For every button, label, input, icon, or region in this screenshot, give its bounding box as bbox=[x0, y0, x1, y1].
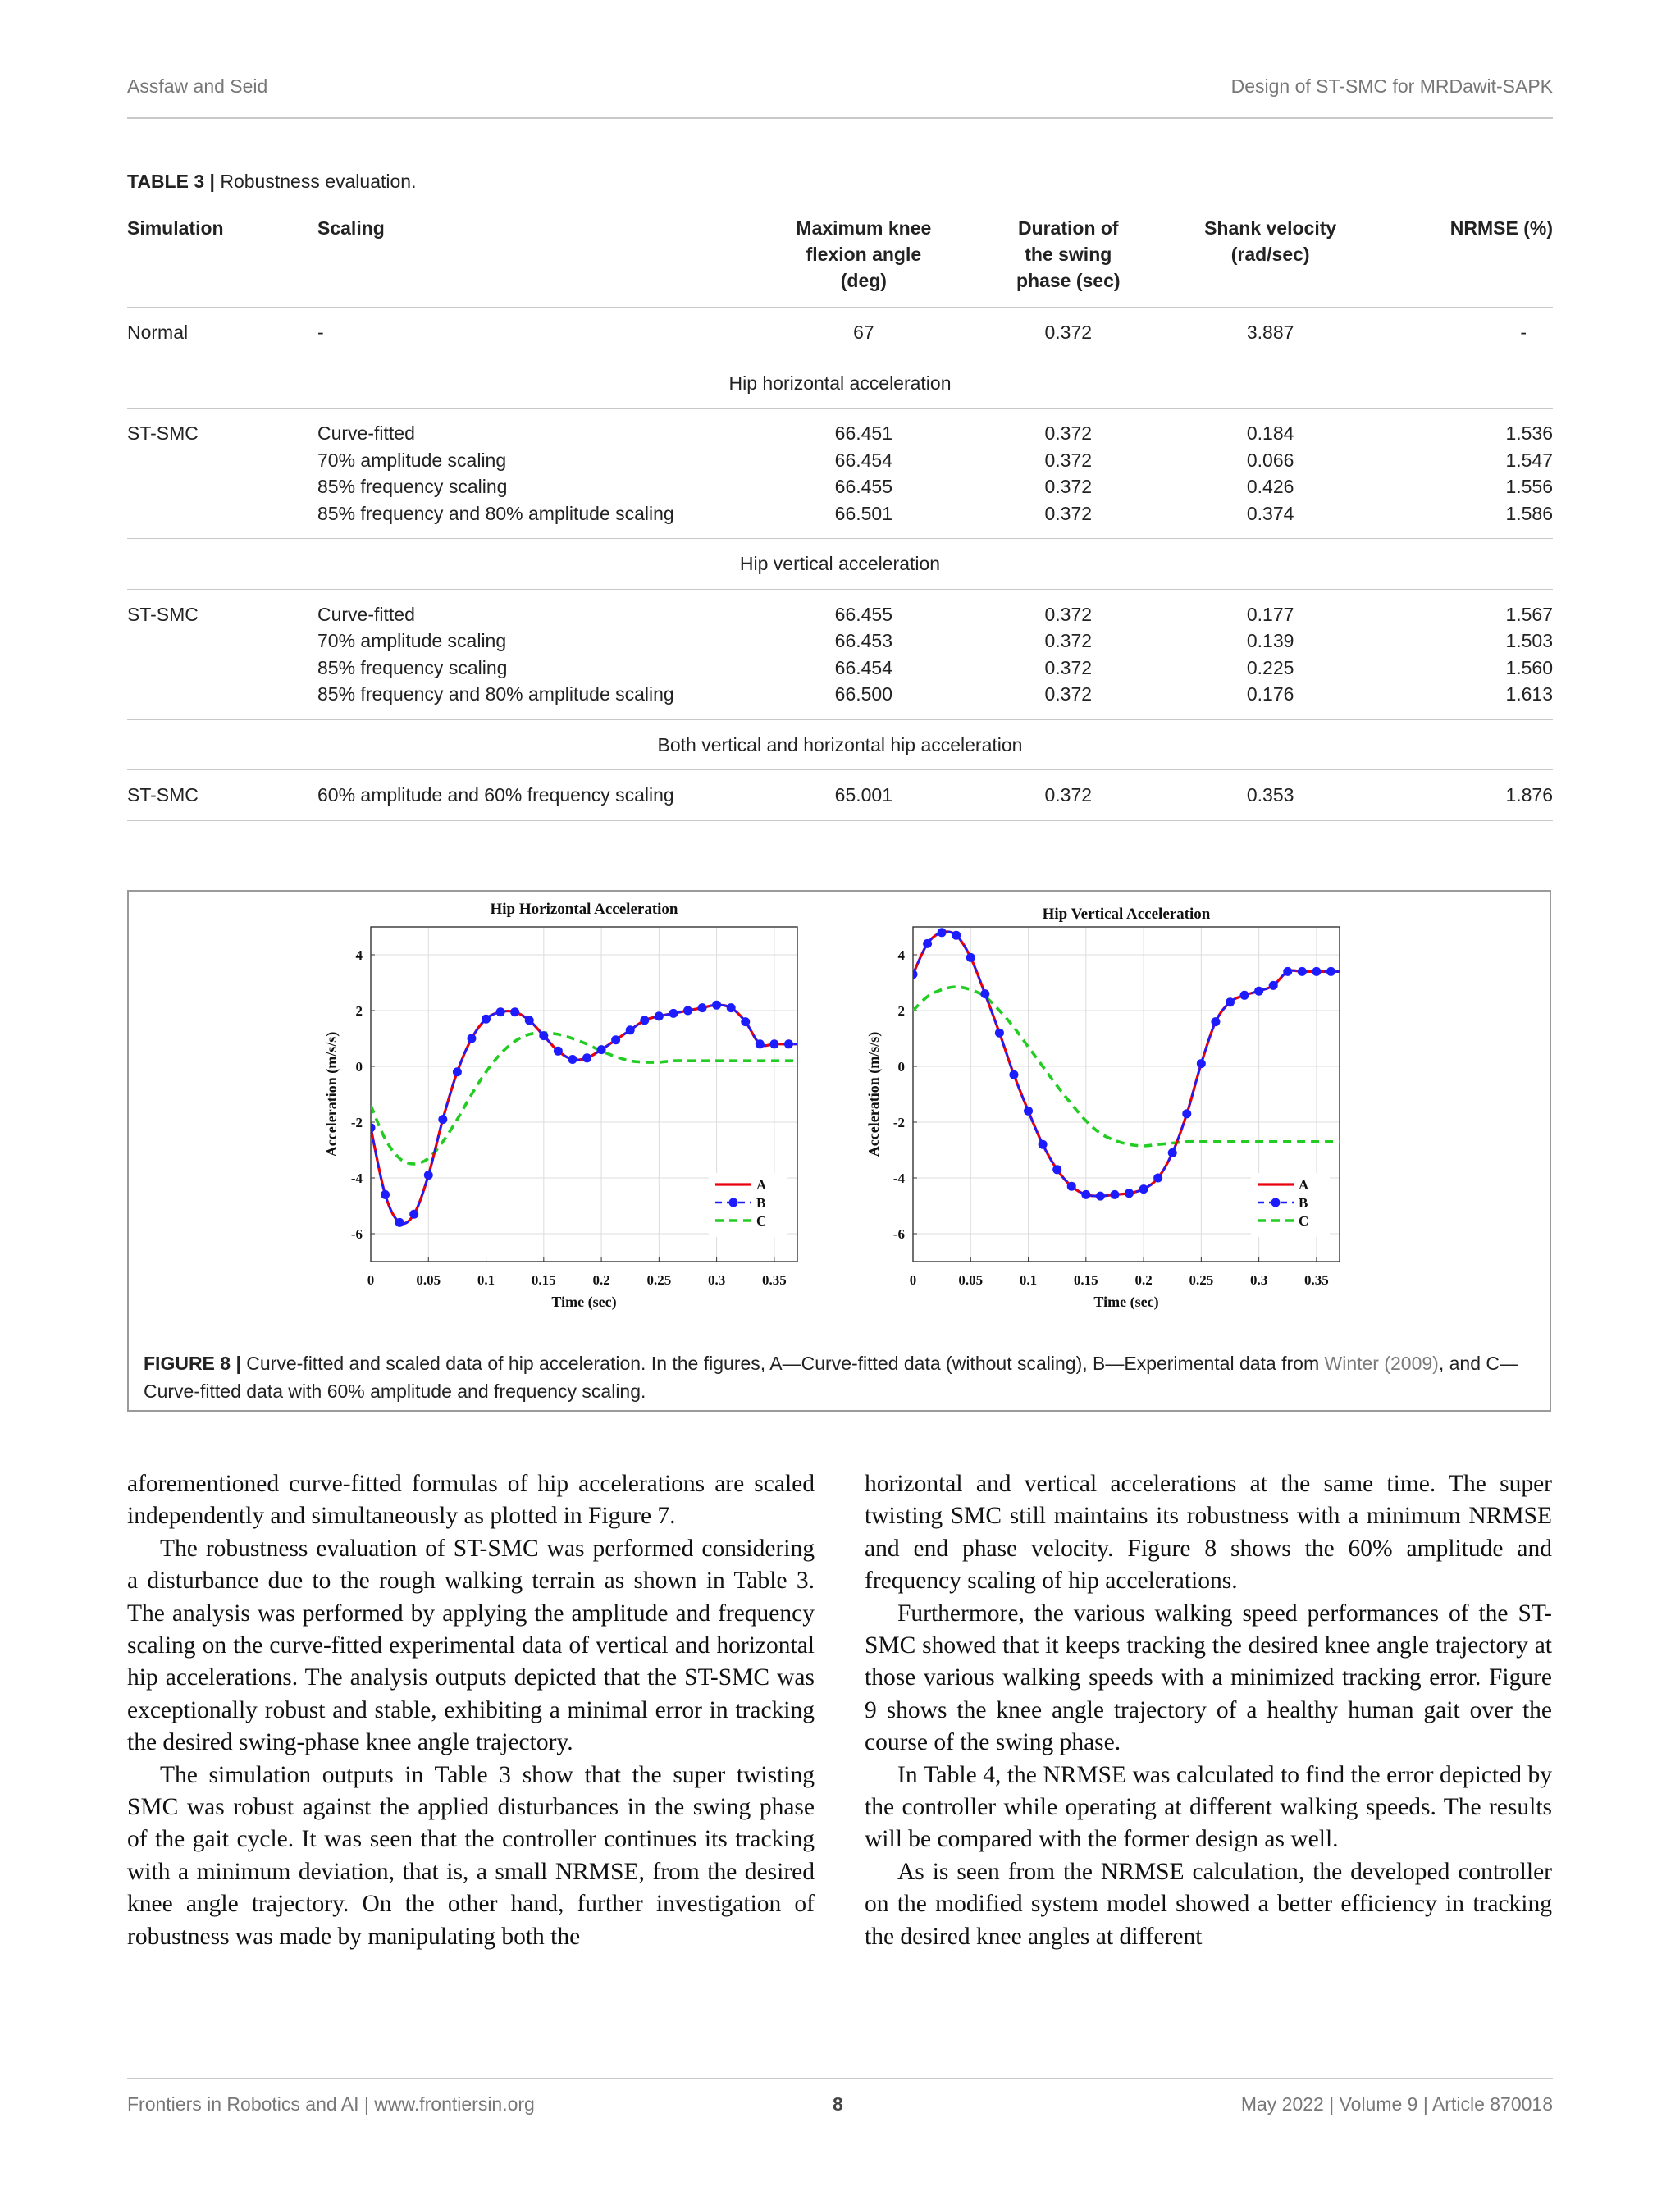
y-tick-label: -4 bbox=[350, 1171, 363, 1186]
cell: 1.503 bbox=[1505, 630, 1553, 651]
cell: 1.556 bbox=[1505, 476, 1553, 497]
cell: ST-SMC bbox=[127, 603, 199, 625]
footer-rule bbox=[127, 2078, 1553, 2079]
col-max-knee-l2: flexion angle bbox=[806, 244, 922, 265]
col-scaling: Scaling bbox=[313, 212, 749, 308]
paragraph: aforementioned curve-fitted formulas of hip accelerations are scaled independently and simultaneously as plotted in Figure 7. bbox=[127, 1471, 815, 1530]
legend-marker-B bbox=[1271, 1198, 1281, 1207]
figure-8-charts bbox=[295, 894, 1395, 1321]
series-point-B bbox=[496, 1007, 505, 1016]
cell: 3.887 bbox=[1158, 308, 1383, 358]
cell: 1.547 bbox=[1505, 449, 1553, 471]
section-title-hip-horizontal: Hip horizontal acceleration bbox=[127, 358, 1553, 409]
x-tick-label: 0 bbox=[909, 1272, 917, 1288]
body-column-right bbox=[865, 1468, 1552, 1953]
x-tick-label: 0.25 bbox=[1189, 1272, 1214, 1288]
series-point-B bbox=[482, 1015, 491, 1024]
cell: 0.066 bbox=[1246, 449, 1294, 471]
series-point-B bbox=[597, 1045, 606, 1054]
legend-label-B: B bbox=[1299, 1195, 1308, 1211]
footer-journal: Frontiers in Robotics and AI | www.frontiersin.org bbox=[127, 2093, 535, 2115]
body-column-left bbox=[127, 1468, 815, 1953]
series-point-B bbox=[909, 970, 918, 979]
series-point-B bbox=[611, 1035, 620, 1044]
series-point-B bbox=[1226, 997, 1235, 1006]
series-point-B bbox=[409, 1210, 418, 1219]
section-title-both: Both vertical and horizontal hip acceleration bbox=[127, 719, 1553, 770]
legend-label-C: C bbox=[756, 1213, 767, 1229]
cell: ST-SMC bbox=[127, 422, 199, 444]
series-point-B bbox=[1283, 967, 1292, 976]
x-axis-label: Time (sec) bbox=[1093, 1294, 1159, 1310]
series-point-B bbox=[626, 1025, 635, 1034]
table-section-row bbox=[127, 539, 1553, 590]
cell: - bbox=[1382, 308, 1553, 358]
cell: 0.372 bbox=[1044, 476, 1093, 497]
series-point-B bbox=[510, 1007, 519, 1016]
table-row bbox=[127, 473, 1553, 500]
series-point-B bbox=[980, 989, 989, 998]
table-header-row bbox=[127, 212, 1553, 308]
cell: 66.454 bbox=[834, 656, 893, 678]
chart-title: Hip Horizontal Acceleration bbox=[490, 901, 678, 918]
series-point-B bbox=[995, 1029, 1004, 1038]
series-point-B bbox=[1312, 967, 1321, 976]
series-point-B bbox=[568, 1055, 577, 1064]
paragraph: The robustness evaluation of ST-SMC was performed considering a disturbance due to the rough walking terrain as shown in Table 3. The analysis was performed by applying the amplitude and frequency scaling on the curve-fitted experimental data of vertical and horizontal hip accelerations. The analysis outputs depicted that the ST-SMC was exceptionally robust and stable, exhibiting a minimal error in tracking the desired swing-phase knee angle trajectory. bbox=[127, 1535, 815, 1756]
y-axis-label: Acceleration (m/s/s) bbox=[865, 1031, 882, 1157]
legend-marker-B bbox=[729, 1198, 738, 1207]
cell: 0.372 bbox=[979, 681, 1158, 719]
cell: 0.184 bbox=[1246, 422, 1294, 444]
series-point-B bbox=[1153, 1174, 1162, 1183]
series-point-B bbox=[1081, 1190, 1090, 1199]
legend-box bbox=[1251, 1173, 1330, 1237]
running-header-authors: Assfaw and Seid bbox=[127, 75, 268, 97]
cell: - bbox=[313, 308, 749, 358]
cell: 0.176 bbox=[1158, 681, 1383, 719]
series-point-B bbox=[1110, 1190, 1119, 1199]
y-tick-label: 0 bbox=[355, 1059, 363, 1075]
cell: 66.454 bbox=[834, 449, 893, 471]
legend-box bbox=[709, 1173, 788, 1237]
series-point-B bbox=[727, 1003, 736, 1012]
legend-label-A: A bbox=[756, 1177, 767, 1193]
citation-link[interactable]: Winter (2009) bbox=[1324, 1353, 1439, 1374]
cell: 0.372 bbox=[979, 770, 1158, 821]
y-tick-label: -2 bbox=[892, 1115, 905, 1130]
series-point-B bbox=[1254, 987, 1263, 996]
cell: 66.455 bbox=[834, 476, 893, 497]
series-point-B bbox=[582, 1053, 591, 1062]
figure-caption-text-end: , and C—Curve-fitted data with 60% amplitude and frequency scaling. bbox=[144, 1353, 1518, 1402]
x-tick-label: 0.2 bbox=[592, 1272, 610, 1288]
cell: 0.426 bbox=[1246, 476, 1294, 497]
col-max-knee bbox=[749, 212, 979, 308]
series-point-B bbox=[712, 1001, 721, 1010]
paragraph: As is seen from the NRMSE calculation, the developed controller on the modified system model showed a better efficiency in tracking the desired knee angles at different bbox=[865, 1858, 1552, 1950]
x-tick-label: 0.05 bbox=[416, 1272, 441, 1288]
x-tick-label: 0.05 bbox=[958, 1272, 984, 1288]
section-title-hip-vertical: Hip vertical acceleration bbox=[127, 539, 1553, 590]
col-duration-l2: the swing bbox=[1025, 244, 1112, 265]
series-point-B bbox=[1139, 1184, 1148, 1194]
col-max-knee-l3: (deg) bbox=[840, 270, 887, 291]
series-point-B bbox=[453, 1067, 462, 1076]
y-tick-label: 4 bbox=[897, 947, 905, 963]
y-tick-label: 2 bbox=[897, 1003, 905, 1019]
cell: 0.225 bbox=[1246, 656, 1294, 678]
table-label: TABLE 3 | bbox=[127, 171, 215, 192]
cell: 0.372 bbox=[979, 500, 1158, 539]
figure-caption-text: Curve-fitted and scaled data of hip acceleration. In the figures, A—Curve-fitted data (without scaling), B—Experimental data from bbox=[246, 1353, 1320, 1374]
legend-label-C: C bbox=[1299, 1213, 1309, 1229]
cell: 0.372 bbox=[1044, 449, 1093, 471]
table-row bbox=[127, 409, 1553, 447]
table-row bbox=[127, 628, 1553, 655]
cell: 1.876 bbox=[1382, 770, 1553, 821]
series-point-B bbox=[381, 1190, 390, 1199]
table-row bbox=[127, 447, 1553, 474]
y-tick-label: 0 bbox=[897, 1059, 905, 1075]
cell: 66.453 bbox=[834, 630, 893, 651]
table-caption bbox=[127, 171, 416, 193]
series-point-B bbox=[640, 1016, 649, 1025]
cell: 0.372 bbox=[1044, 422, 1093, 444]
series-point-B bbox=[1009, 1070, 1018, 1079]
col-duration-l3: phase (sec) bbox=[1016, 270, 1121, 291]
series-point-B bbox=[756, 1039, 765, 1048]
cell: 1.560 bbox=[1505, 656, 1553, 678]
cell: 0.139 bbox=[1246, 630, 1294, 651]
cell: 60% amplitude and 60% frequency scaling bbox=[313, 770, 749, 821]
cell: 1.536 bbox=[1505, 422, 1553, 444]
cell: 70% amplitude scaling bbox=[317, 449, 507, 471]
paragraph: horizontal and vertical accelerations at the same time. The super twisting SMC still maintains its robustness with a minimum NRMSE and end phase velocity. Figure 8 shows the 60% amplitude and frequency scaling of hip accelerations. bbox=[865, 1471, 1552, 1595]
cell: 66.501 bbox=[749, 500, 979, 539]
series-point-B bbox=[367, 1123, 376, 1132]
col-duration bbox=[979, 212, 1158, 308]
series-point-B bbox=[438, 1115, 447, 1124]
table-row bbox=[127, 681, 1553, 719]
series-point-B bbox=[669, 1009, 678, 1018]
series-point-B bbox=[1168, 1148, 1177, 1157]
series-point-B bbox=[1067, 1182, 1076, 1191]
col-shank-l1: Shank velocity bbox=[1204, 217, 1337, 239]
series-point-B bbox=[1298, 967, 1307, 976]
x-tick-label: 0.1 bbox=[1019, 1272, 1038, 1288]
x-axis-label: Time (sec) bbox=[551, 1294, 617, 1310]
col-max-knee-l1: Maximum knee bbox=[796, 217, 932, 239]
cell: 65.001 bbox=[749, 770, 979, 821]
cell: 66.455 bbox=[834, 603, 893, 625]
series-point-B bbox=[554, 1047, 563, 1056]
series-point-B bbox=[1240, 991, 1249, 1000]
series-point-B bbox=[938, 928, 947, 937]
x-tick-label: 0.3 bbox=[707, 1272, 726, 1288]
paragraph: The simulation outputs in Table 3 show that the super twisting SMC was robust against the applied disturbances in the swing phase of the gait cycle. It was seen that the controller continues its tracking with a minimum deviation, that is, a small NRMSE, from the desired knee angle trajectory. On the other hand, further investigation of robustness was made by manipulating both the bbox=[127, 1761, 815, 1950]
col-shank-l2: (rad/sec) bbox=[1230, 244, 1310, 265]
series-point-B bbox=[952, 931, 961, 940]
cell: 0.372 bbox=[1044, 656, 1093, 678]
series-point-B bbox=[769, 1039, 778, 1048]
cell: 0.372 bbox=[1044, 603, 1093, 625]
series-point-B bbox=[683, 1006, 692, 1016]
cell: 67 bbox=[749, 308, 979, 358]
col-nrmse: NRMSE (%) bbox=[1382, 212, 1553, 308]
table-section-row bbox=[127, 719, 1553, 770]
series-point-B bbox=[1125, 1189, 1134, 1198]
cell: 0.372 bbox=[1044, 630, 1093, 651]
paragraph: Furthermore, the various walking speed performances of the ST-SMC showed that it keeps tracking the desired knee angle trajectory at those various walking speeds with a minimized tracking error. Figure 9 shows the knee angle trajectory of a healthy human gait over the course of the swing phase. bbox=[865, 1600, 1552, 1756]
cell: 0.177 bbox=[1246, 603, 1294, 625]
x-tick-label: 0.3 bbox=[1249, 1272, 1268, 1288]
cell: Curve-fitted bbox=[317, 603, 415, 625]
series-point-B bbox=[539, 1031, 548, 1040]
series-point-B bbox=[1197, 1059, 1206, 1068]
x-tick-label: 0.15 bbox=[531, 1272, 556, 1288]
series-point-B bbox=[1326, 967, 1335, 976]
table-row-normal bbox=[127, 308, 1553, 358]
x-tick-label: 0.25 bbox=[646, 1272, 672, 1288]
series-point-B bbox=[741, 1017, 750, 1026]
table-row bbox=[127, 770, 1553, 821]
footer-citation: May 2022 | Volume 9 | Article 870018 bbox=[1240, 2093, 1553, 2115]
series-point-B bbox=[1211, 1017, 1220, 1026]
x-tick-label: 0.35 bbox=[1304, 1272, 1329, 1288]
series-point-B bbox=[424, 1171, 433, 1180]
cell: 1.613 bbox=[1382, 681, 1553, 719]
series-point-B bbox=[1096, 1192, 1105, 1201]
table-section-row bbox=[127, 358, 1553, 409]
series-point-B bbox=[655, 1011, 664, 1020]
col-simulation: Simulation bbox=[127, 212, 313, 308]
series-point-B bbox=[698, 1003, 707, 1012]
figure-caption bbox=[144, 1349, 1538, 1405]
series-point-B bbox=[1039, 1140, 1048, 1149]
table-row bbox=[127, 500, 1553, 539]
series-point-B bbox=[1182, 1109, 1191, 1118]
cell: 85% frequency scaling bbox=[317, 656, 508, 678]
series-point-B bbox=[1052, 1165, 1061, 1174]
cell: 0.374 bbox=[1158, 500, 1383, 539]
x-tick-label: 0.15 bbox=[1073, 1272, 1098, 1288]
cell: 66.500 bbox=[749, 681, 979, 719]
cell: 1.586 bbox=[1382, 500, 1553, 539]
series-point-B bbox=[395, 1218, 404, 1227]
cell: 0.353 bbox=[1158, 770, 1383, 821]
cell: Normal bbox=[127, 308, 313, 358]
cell: 1.567 bbox=[1505, 603, 1553, 625]
header-rule bbox=[127, 117, 1553, 119]
table-row bbox=[127, 589, 1553, 628]
robustness-table bbox=[127, 212, 1553, 821]
y-axis-label: Acceleration (m/s/s) bbox=[323, 1031, 340, 1157]
x-tick-label: 0.1 bbox=[477, 1272, 495, 1288]
y-tick-label: -6 bbox=[350, 1226, 363, 1242]
chart-title: Hip Vertical Acceleration bbox=[1042, 906, 1211, 923]
legend-label-A: A bbox=[1299, 1177, 1309, 1193]
col-shank bbox=[1158, 212, 1383, 308]
figure-label: FIGURE 8 | bbox=[144, 1353, 241, 1374]
series-point-B bbox=[467, 1034, 476, 1043]
legend-label-B: B bbox=[756, 1195, 766, 1211]
table-row bbox=[127, 655, 1553, 682]
y-tick-label: -4 bbox=[892, 1171, 905, 1186]
series-point-B bbox=[784, 1039, 793, 1048]
cell: 85% frequency scaling bbox=[317, 476, 508, 497]
cell: 0.372 bbox=[979, 308, 1158, 358]
x-tick-label: 0 bbox=[367, 1272, 375, 1288]
y-tick-label: 4 bbox=[355, 947, 363, 963]
series-point-B bbox=[1024, 1107, 1033, 1116]
y-tick-label: 2 bbox=[355, 1003, 363, 1019]
running-header-title: Design of ST-SMC for MRDawit-SAPK bbox=[1230, 75, 1553, 97]
table-caption-text: Robustness evaluation. bbox=[220, 171, 417, 192]
cell: 70% amplitude scaling bbox=[317, 630, 507, 651]
cell: 85% frequency and 80% amplitude scaling bbox=[313, 681, 749, 719]
cell: 85% frequency and 80% amplitude scaling bbox=[313, 500, 749, 539]
y-tick-label: -6 bbox=[892, 1226, 905, 1242]
series-point-B bbox=[966, 953, 975, 962]
y-tick-label: -2 bbox=[350, 1115, 363, 1130]
x-tick-label: 0.35 bbox=[762, 1272, 787, 1288]
cell: ST-SMC bbox=[127, 770, 313, 821]
series-point-B bbox=[525, 1016, 534, 1025]
x-tick-label: 0.2 bbox=[1134, 1272, 1153, 1288]
col-duration-l1: Duration of bbox=[1017, 217, 1119, 239]
series-point-B bbox=[1269, 981, 1278, 990]
cell: 66.451 bbox=[834, 422, 893, 444]
page-number: 8 bbox=[833, 2093, 843, 2115]
cell: Curve-fitted bbox=[317, 422, 415, 444]
series-point-B bbox=[923, 939, 932, 948]
paragraph: In Table 4, the NRMSE was calculated to find the error depicted by the controller while operating at different walking speeds. The results will be compared with the former design as well. bbox=[865, 1761, 1552, 1853]
